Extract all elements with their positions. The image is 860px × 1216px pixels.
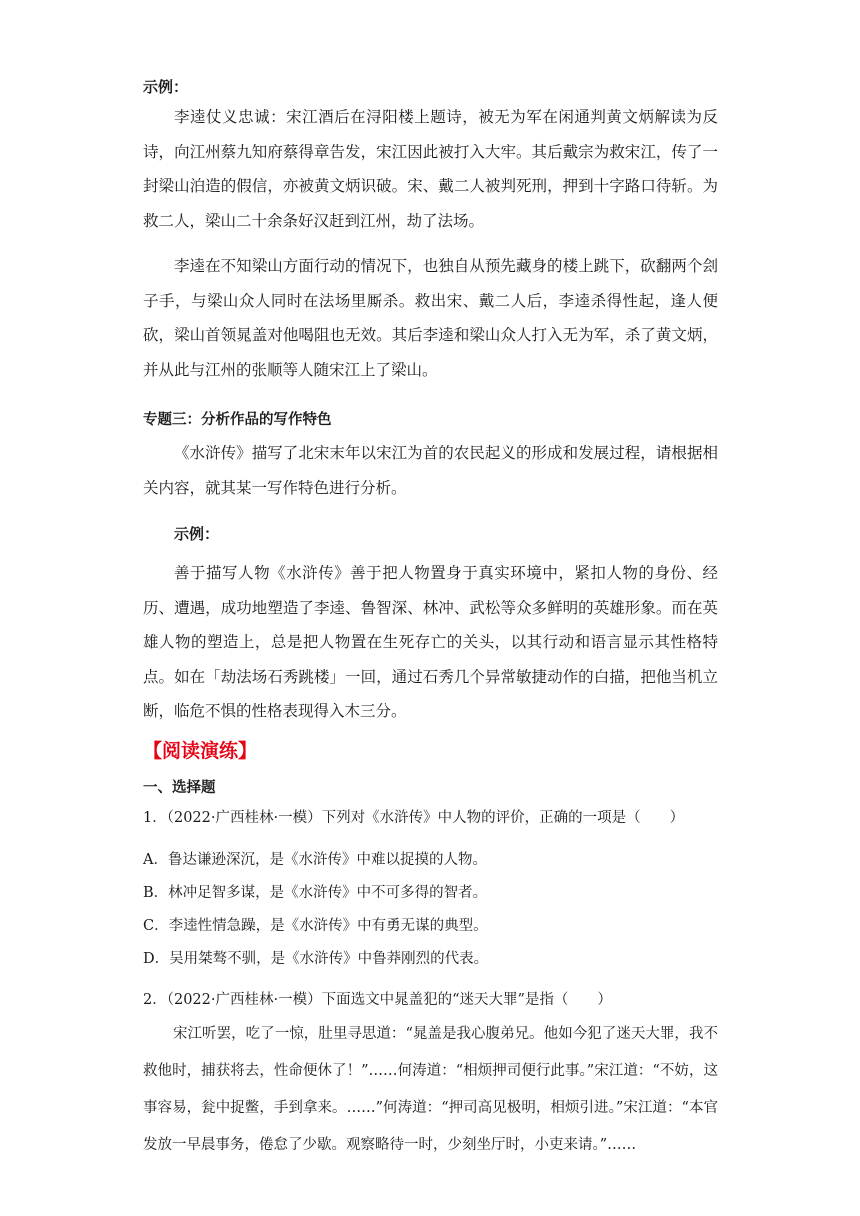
question-2-stem: 2．（2022·广西桂林·一模）下面选文中晁盖犯的“迷天大罪”是指（ ） [143,992,612,1008]
topic3-title: 专题三：分析作品的写作特色 [143,412,332,428]
question-1-option-d: D．吴用桀骜不驯，是《水浒传》中鲁莽刚烈的代表。 [143,951,489,967]
topic3-prompt: 《水浒传》描写了北宋末年以宋江为首的农民起义的形成和发展过程，请根据相关内容，就其某一写作特色进行分析。 [143,444,718,497]
example-paragraph-1: 李逵仗义忠诚：宋江酒后在浔阳楼上题诗，被无为军在闲通判黄文炳解读为反诗，向江州蔡九知府蔡得章告发，宋江因此被打入大牢。其后戴宗为救宋江，传了一封梁山泊造的假信，亦被黄文炳识破。宋、戴二人被判死刑，押到十字路口待斩。为救二人，梁山二十余条好汉赶到江州，劫了法场。 [143,108,718,230]
question-1-option-a: A．鲁达谦逊深沉，是《水浒传》中难以捉摸的人物。 [143,852,487,868]
section-title-choice: 一、选择题 [143,780,216,796]
question-2-passage: 宋江听罢，吃了一惊，肚里寻思道：“晁盖是我心腹弟兄。他如今犯了迷天大罪，我不救他时，捕获将去，性命便休了！”……何涛道：“相烦押司便行此事。”宋江道：“不妨，这事容易，瓮中捉鳖，手到拿来。……”何涛道：“押司高见极明，相烦引进。”宋江道：“本官发放一早晨事务，倦怠了少歇。观察略待一时，少刻坐厅时，小吏来请。”…… [143,1026,718,1153]
example-paragraph-3: 善于描写人物《水浒传》善于把人物置身于真实环境中，紧扣人物的身份、经历、遭遇，成功地塑造了李逵、鲁智深、林冲、武松等众多鲜明的英雄形象。而在英雄人物的塑造上，总是把人物置在生死存亡的关头，以其行动和语言显示其性格特点。如在「劫法场石秀跳楼」一回，通过石秀几个异常敏捷动作的白描，把他当机立断，临危不惧的性格表现得入木三分。 [143,564,718,720]
example-paragraph-2: 李逵在不知梁山方面行动的情况下，也独自从预先藏身的楼上跳下，砍翻两个刽子手，与梁山众人同时在法场里厮杀。救出宋、戴二人后，李逵杀得性起，逢人便砍，梁山首领晁盖对他喝阻也无效。其后李逵和梁山众人打入无为军，杀了黄文炳，并从此与江州的张顺等人随宋江上了梁山。 [143,257,718,379]
example-label: 示例： [143,78,189,96]
practice-heading: 【阅读演练】 [143,740,258,762]
example-label-2: 示例： [174,525,220,543]
question-1-option-c: C．李逵性情急躁，是《水浒传》中有勇无谋的典型。 [143,918,488,934]
question-1-stem: 1．（2022·广西桂林·一模）下列对《水浒传》中人物的评价，正确的一项是（ ） [143,810,685,826]
question-1-option-b: B．林冲足智多谋，是《水浒传》中不可多得的智者。 [143,885,488,901]
